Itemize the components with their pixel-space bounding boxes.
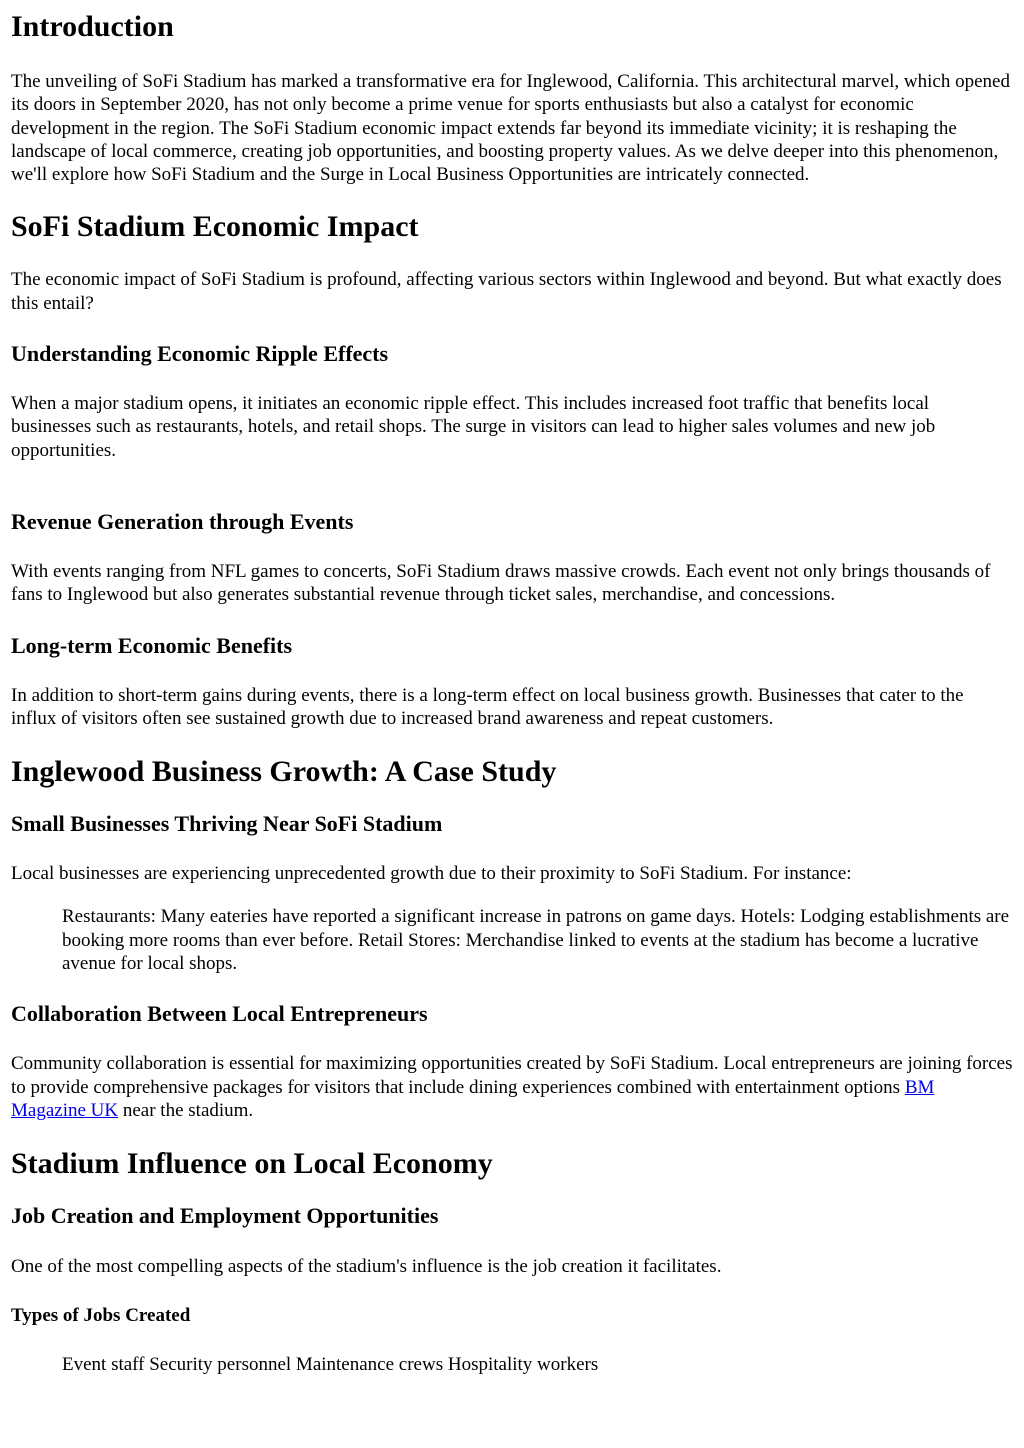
heading-types-of-jobs: Types of Jobs Created: [11, 1304, 191, 1326]
paragraph-ripple-effects: When a major stadium opens, it initiates an economic ripple effect. This includes increased foot traffic that benefits local businesses such as restaurants, hotels, and retail shops. The surge in visitors can lead to higher sales volumes and new job opportunities.: [11, 393, 936, 461]
heading-stadium-influence: Stadium Influence on Local Economy: [11, 1147, 493, 1181]
business-examples-quote: Restaurants: Many eateries have reported a significant increase in patrons on game days. Hotels: Lodging establishments are booking more rooms than ever before. Retail Stores: Merchandise linked to events at the stadium has become a lucrative avenue for local shops.: [62, 906, 1010, 975]
paragraph-revenue-generation: With events ranging from NFL games to concerts, SoFi Stadium draws massive crowds. Each event not only brings thousands of fans to Inglewood but also generates substantial revenue through ticket sales, merchandise, and concessions.: [11, 560, 991, 606]
paragraph-economic-impact: The economic impact of SoFi Stadium is profound, affecting various sectors within Inglewood and beyond. But what exactly does this entail?: [11, 269, 1002, 314]
paragraph-small-businesses: Local businesses are experiencing unprecedented growth due to their proximity to SoFi Stadium. For instance:: [11, 863, 852, 885]
paragraph-job-creation: One of the most compelling aspects of the stadium's influence is the job creation it facilitates.: [11, 1256, 722, 1278]
paragraph-collaboration: [11, 1052, 1013, 1122]
collaboration-text-after: near the stadium.: [118, 1099, 254, 1121]
job-types-quote: Event staff Security personnel Maintenance crews Hospitality workers: [62, 1353, 599, 1375]
heading-job-creation: Job Creation and Employment Opportunities: [11, 1203, 439, 1229]
heading-case-study: Inglewood Business Growth: A Case Study: [11, 755, 557, 789]
heading-economic-impact: SoFi Stadium Economic Impact: [11, 210, 419, 244]
paragraph-long-term-benefits: In addition to short-term gains during events, there is a long-term effect on local business growth. Businesses that cater to the influx of visitors often see sustained growth due to increased brand awareness and repeat customers.: [11, 684, 964, 729]
heading-collaboration: Collaboration Between Local Entrepreneurs: [11, 1001, 428, 1027]
bm-magazine-link[interactable]: BM Magazine UK: [11, 1076, 935, 1121]
heading-small-businesses: Small Businesses Thriving Near SoFi Stadium: [11, 811, 443, 837]
paragraph-introduction: The unveiling of SoFi Stadium has marked a transformative era for Inglewood, California. This architectural marvel, which opened its doors in September 2020, has not only become a prime venue for sports enthusiasts but also a catalyst for economic development in the region. The SoFi Stadium economic impact extends far beyond its immediate vicinity; it is reshaping the landscape of local commerce, creating job opportunities, and boosting property values. As we delve deeper into this phenomenon, we'll explore how SoFi Stadium and the Surge in Local Business Opportunities are intricately connected.: [11, 71, 1010, 186]
heading-introduction: Introduction: [11, 10, 174, 43]
heading-ripple-effects: Understanding Economic Ripple Effects: [11, 341, 389, 367]
heading-long-term-benefits: Long-term Economic Benefits: [11, 632, 293, 658]
heading-revenue-generation: Revenue Generation through Events: [11, 508, 354, 534]
collaboration-text-before: Community collaboration is essential for maximizing opportunities created by SoFi Stadium. Local entrepreneurs are joining forces to provide comprehensive packages for visitors that include dining experiences combined with entertainment options: [11, 1053, 1013, 1098]
